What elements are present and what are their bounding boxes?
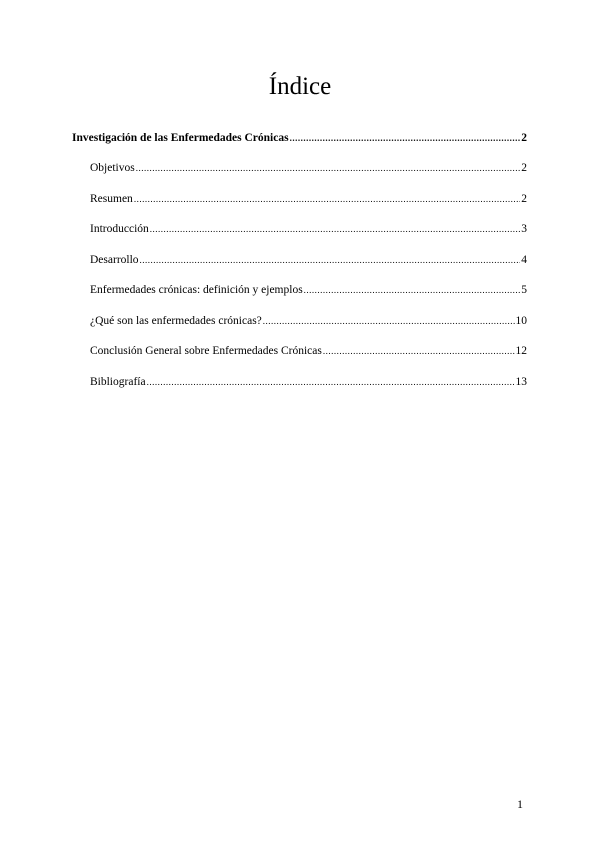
toc-dot-leader (304, 282, 521, 298)
toc-entry-page: 3 (521, 223, 527, 235)
toc-entry-page: 5 (521, 284, 527, 296)
toc-entry-text: Enfermedades crónicas: definición y ejemplos (90, 284, 303, 296)
toc-dot-leader (136, 160, 521, 176)
toc-dot-leader (134, 191, 520, 207)
page-number: 1 (517, 797, 523, 811)
toc-entry-page: 2 (521, 132, 527, 144)
toc-entry[interactable] (72, 130, 527, 146)
toc-entry-text: ¿Qué son las enfermedades crónicas? (90, 314, 262, 327)
toc-entry-page: 13 (515, 375, 527, 388)
toc-dot-leader (140, 252, 521, 268)
table-of-contents (72, 130, 527, 404)
toc-entry-page: 12 (515, 345, 527, 357)
toc-entry[interactable] (72, 343, 527, 359)
toc-dot-leader (323, 343, 515, 359)
toc-entry-page: 4 (521, 253, 527, 266)
toc-entry-text: Introducción (90, 223, 149, 235)
toc-entry[interactable] (72, 252, 527, 268)
toc-entry-page: 2 (521, 192, 527, 205)
toc-entry[interactable] (72, 221, 527, 237)
toc-entry-text: Resumen (90, 192, 133, 205)
toc-dot-leader (263, 313, 515, 329)
toc-entry[interactable] (72, 191, 527, 207)
toc-entry[interactable] (72, 374, 527, 390)
toc-entry-page: 10 (515, 314, 527, 327)
toc-dot-leader (290, 130, 521, 146)
toc-entry-text: Objetivos (90, 162, 135, 174)
toc-entry-text: Conclusión General sobre Enfermedades Crónicas (90, 345, 322, 357)
toc-dot-leader (150, 221, 520, 237)
toc-entry-page: 2 (521, 162, 527, 174)
toc-entry-text: Desarrollo (90, 253, 139, 266)
toc-entry[interactable] (72, 313, 527, 329)
page-title: Índice (268, 73, 332, 100)
toc-entry[interactable] (72, 282, 527, 298)
toc-dot-leader (147, 374, 515, 390)
toc-entry-text: Investigación de las Enfermedades Crónicas (72, 132, 289, 144)
toc-entry[interactable] (72, 160, 527, 176)
toc-entry-text: Bibliografía (90, 375, 146, 388)
